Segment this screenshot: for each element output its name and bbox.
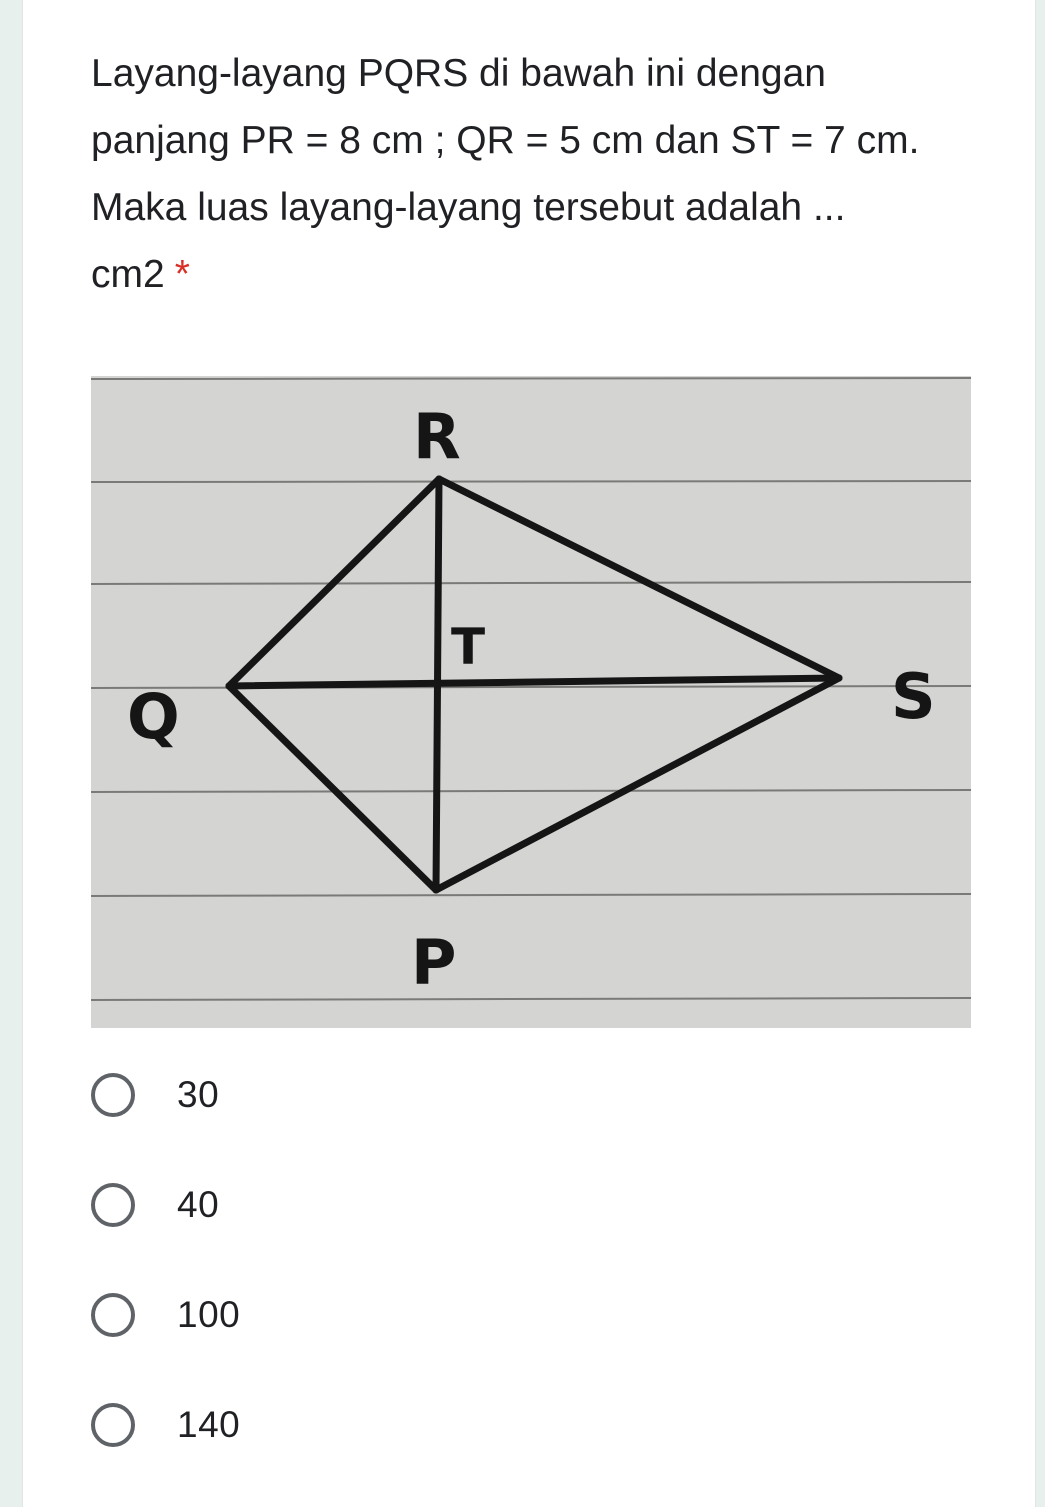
paper-lines (91, 378, 971, 1000)
question-card (22, 0, 1036, 1507)
required-asterisk: * (174, 253, 190, 296)
label-T: T (451, 618, 486, 676)
radio-button-icon[interactable] (91, 1403, 135, 1447)
label-S: S (891, 660, 936, 733)
edge-RS (439, 479, 839, 678)
label-P: P (411, 926, 457, 999)
option-140[interactable] (91, 1370, 951, 1480)
option-label: 140 (177, 1404, 241, 1445)
vertex-labels (127, 400, 936, 999)
question-text: Layang-layang PQRS di bawah ini dengan panjang PR = 8 cm ; QR = 5 cm dan ST = 7 cm. Maka luas layang-layang tersebut adalah ... cm2 (91, 52, 920, 296)
kite-shape (229, 479, 839, 890)
option-label: 40 (177, 1184, 220, 1225)
label-R: R (413, 400, 461, 473)
question-title (91, 40, 951, 308)
option-40[interactable] (91, 1150, 951, 1260)
label-Q: Q (127, 680, 180, 753)
kite-diagram (91, 376, 971, 1028)
diagonal-QS (229, 678, 839, 686)
radio-button-icon[interactable] (91, 1183, 135, 1227)
edge-PQ (229, 686, 436, 890)
answer-options (91, 1040, 951, 1480)
option-label: 100 (177, 1294, 241, 1335)
option-100[interactable] (91, 1260, 951, 1370)
kite-figure-image (91, 376, 971, 1028)
radio-button-icon[interactable] (91, 1293, 135, 1337)
option-30[interactable] (91, 1040, 951, 1150)
option-label: 30 (177, 1074, 220, 1115)
radio-button-icon[interactable] (91, 1073, 135, 1117)
edge-SP (436, 678, 839, 890)
